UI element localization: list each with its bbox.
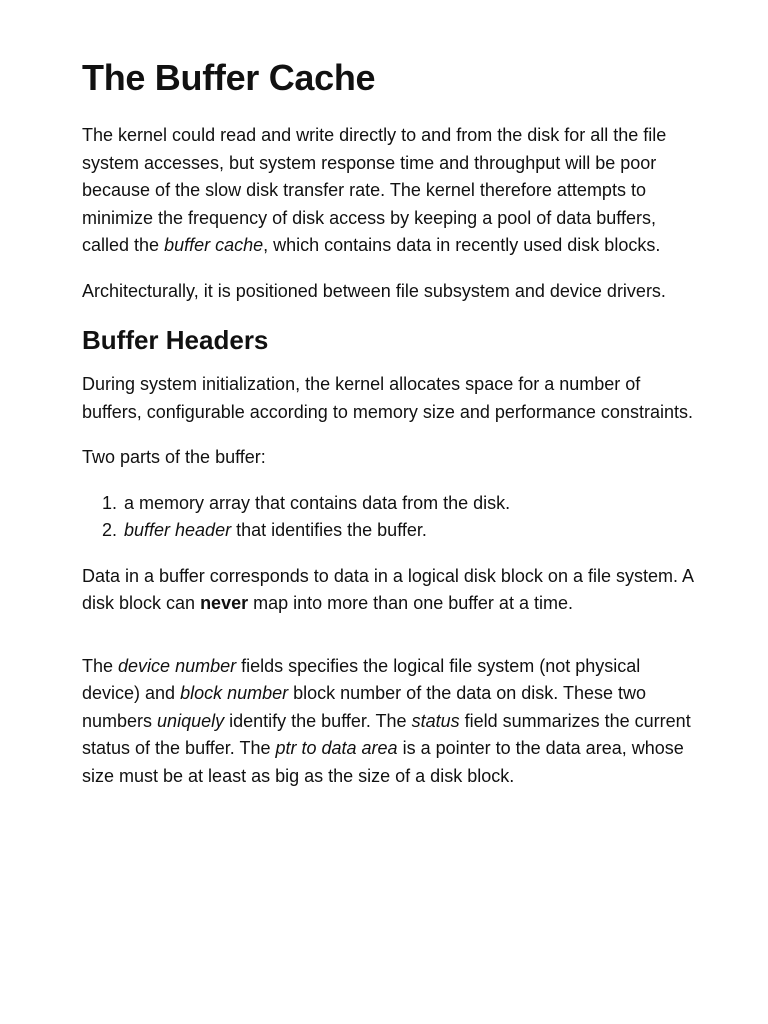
page-title: The Buffer Cache <box>82 57 376 98</box>
term-block-number: block number <box>180 683 289 703</box>
section-heading: Buffer Headers <box>82 325 269 355</box>
term-buffer-cache: buffer cache <box>164 235 264 255</box>
disk-block-text-b: map into more than one buffer at a time. <box>248 593 573 613</box>
spacer <box>82 636 698 653</box>
fields-text-2: fields specifies the logical file system (not physical device) and <box>82 655 641 703</box>
architecture-paragraph: Architecturally, it is positioned between file subsystem and device drivers. <box>82 280 666 301</box>
intro-text-a: The kernel could read and write directly to and from the disk for all the file system accesses, but system response time and throughput will be poor because of the slow disk transfer rate. The kernel therefore attempts to minimize the frequency of disk access by keeping a pool of data buffers, called the <box>82 125 667 255</box>
term-buffer-header: buffer header <box>124 520 232 540</box>
list-item-text: a memory array that contains data from the disk. <box>124 492 511 513</box>
two-parts-paragraph: Two parts of the buffer: <box>82 447 266 467</box>
emphasis-never: never <box>200 593 249 613</box>
term-ptr-to-data-area: ptr to data area <box>275 738 398 758</box>
list-item-text: that identifies the buffer. <box>231 520 427 540</box>
term-uniquely: uniquely <box>157 710 225 731</box>
intro-paragraph <box>82 122 698 260</box>
list-item <box>122 490 698 518</box>
initialization-paragraph: During system initialization, the kernel allocates space for a number of buffers, configurable according to memory size and performance constraints. <box>82 374 693 422</box>
fields-text-6: is a pointer to the data area, whose size must be at least as big as the size of a disk block. <box>82 738 684 786</box>
term-status: status <box>411 710 460 731</box>
fields-text-1: The <box>82 655 119 676</box>
fields-text-4: identify the buffer. The <box>224 710 412 731</box>
intro-text-b: , which contains data in recently used disk blocks. <box>263 235 661 255</box>
fields-paragraph <box>82 653 698 791</box>
disk-block-paragraph <box>82 563 698 618</box>
disk-block-text-a: Data in a buffer corresponds to data in a logical disk block on a file system. A disk block can <box>82 565 694 613</box>
term-device-number: device number <box>118 655 237 676</box>
fields-text-3: block number of the data on disk. These two numbers <box>82 683 646 731</box>
list-item <box>122 517 698 545</box>
fields-text-5: field summarizes the current status of the buffer. The <box>82 710 691 758</box>
buffer-parts-list <box>82 490 698 545</box>
